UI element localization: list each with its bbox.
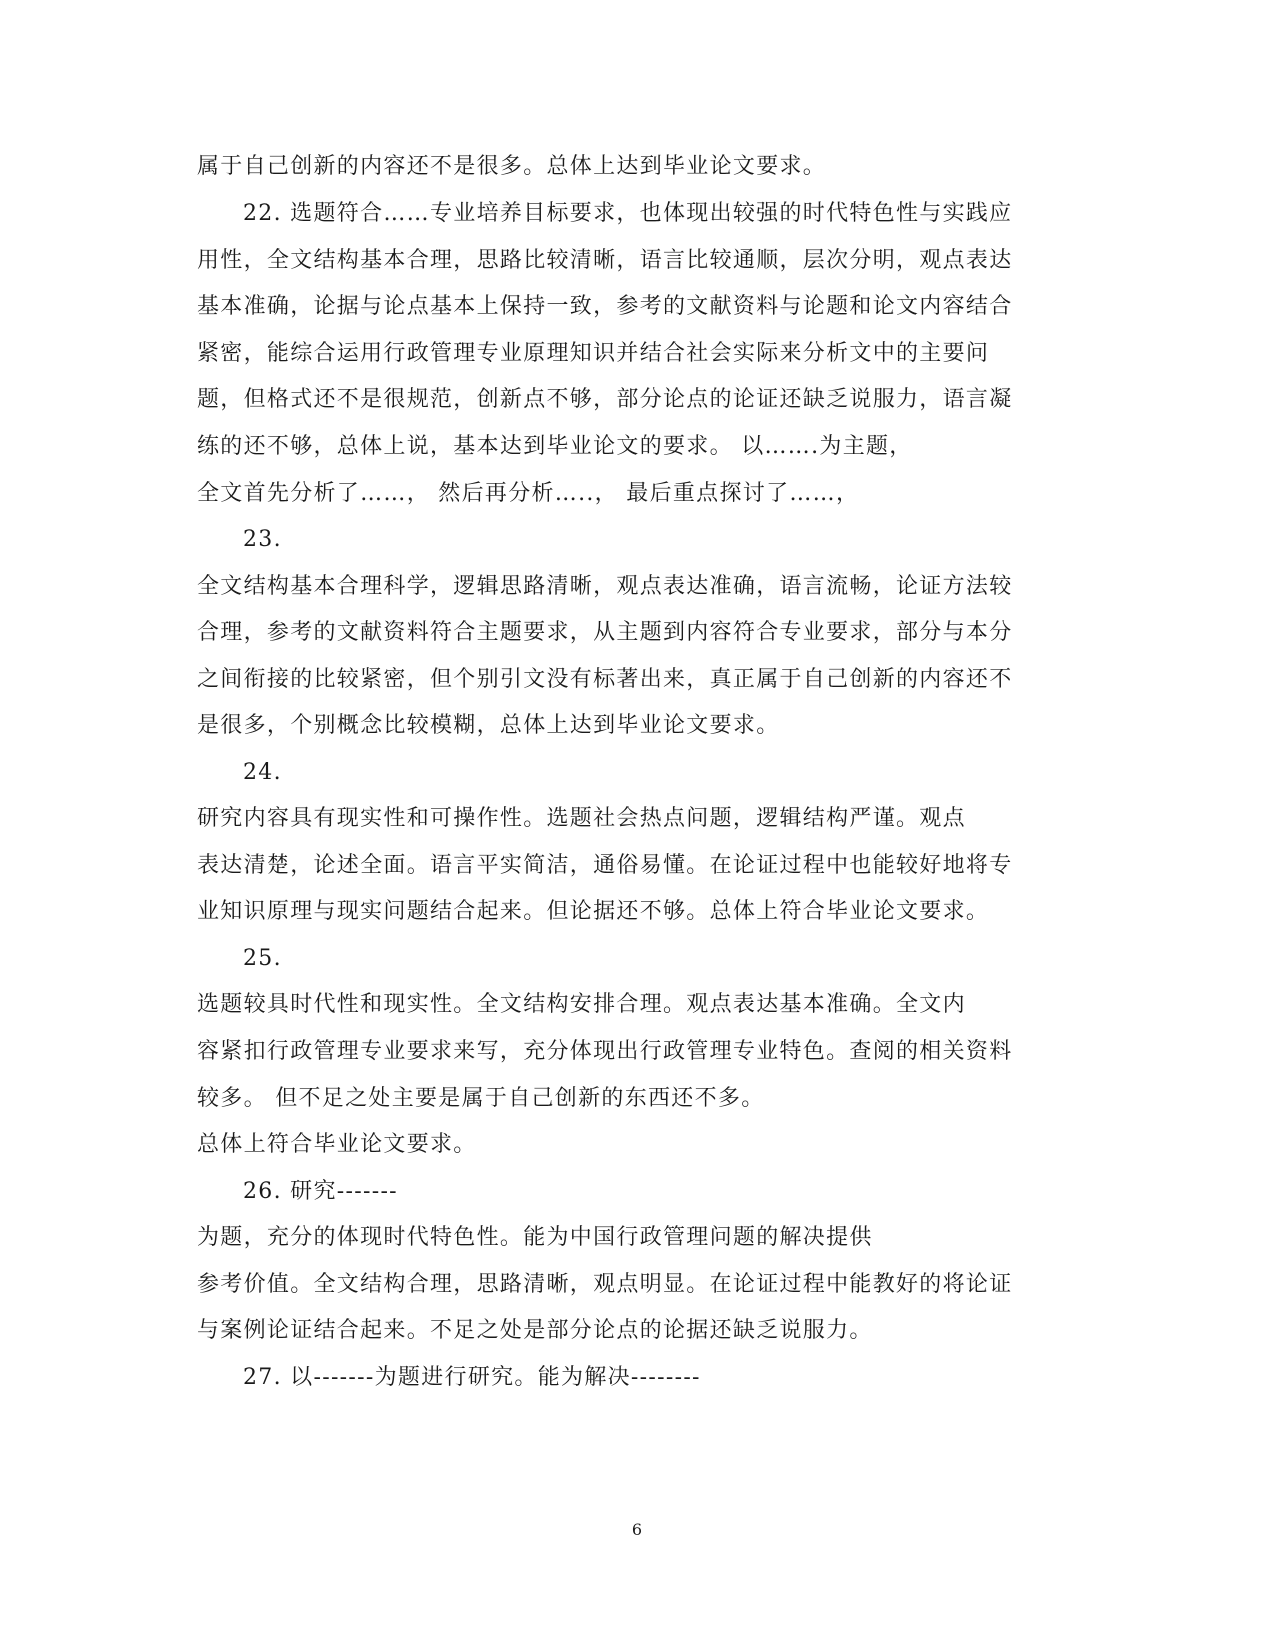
text-line: 26. 研究-------	[243, 1179, 398, 1204]
text-line: 全文首先分析了……， 然后再分析…..， 最后重点探讨了……，	[197, 481, 860, 506]
text-line: 为题，充分的体现时代特色性。能为中国行政管理问题的解决提供	[197, 1225, 873, 1250]
page-number: 6	[631, 1520, 643, 1539]
text-line: 合理，参考的文献资料符合主题要求，从主题到内容符合专业要求，部分与本分	[197, 620, 1013, 645]
text-line: 容紧扣行政管理专业要求来写，充分体现出行政管理专业特色。查阅的相关资料	[197, 1039, 1013, 1064]
text-line: 紧密，能综合运用行政管理专业原理知识并结合社会实际来分析文中的主要问	[197, 341, 990, 366]
item-number: 25.	[243, 946, 282, 971]
text-line: 27. 以-------为题进行研究。能为解决--------	[243, 1365, 701, 1390]
text-line: 22. 选题符合……专业培养目标要求，也体现出较强的时代特色性与实践应	[243, 201, 1013, 226]
text-line: 研究内容具有现实性和可操作性。选题社会热点问题，逻辑结构严谨。观点	[197, 806, 966, 831]
text-line: 业知识原理与现实问题结合起来。但论据还不够。总体上符合毕业论文要求。	[197, 899, 990, 924]
text-line: 选题较具时代性和现实性。全文结构安排合理。观点表达基本准确。全文内	[197, 992, 966, 1017]
text-line: 练的还不够，总体上说，基本达到毕业论文的要求。 以…….为主题，	[197, 434, 913, 459]
item-number: 23.	[243, 527, 282, 552]
text-line: 表达清楚，论述全面。语言平实简洁，通俗易懂。在论证过程中也能较好地将专	[197, 853, 1013, 878]
text-line: 属于自己创新的内容还不是很多。总体上达到毕业论文要求。	[197, 154, 827, 179]
text-line: 之间衔接的比较紧密，但个别引文没有标著出来，真正属于自己创新的内容还不	[197, 667, 1013, 692]
text-line: 基本准确，论据与论点基本上保持一致，参考的文献资料与论题和论文内容结合	[197, 294, 1013, 319]
text-line: 参考价值。全文结构合理，思路清晰，观点明显。在论证过程中能教好的将论证	[197, 1272, 1013, 1297]
text-line: 用性，全文结构基本合理，思路比较清晰，语言比较通顺，层次分明，观点表达	[197, 248, 1013, 273]
item-number: 24.	[243, 760, 282, 785]
text-line: 题，但格式还不是很规范，创新点不够，部分论点的论证还缺乏说服力，语言凝	[197, 387, 1013, 412]
text-line: 是很多，个别概念比较模糊，总体上达到毕业论文要求。	[197, 713, 780, 738]
text-line: 总体上符合毕业论文要求。	[197, 1132, 477, 1157]
text-line: 全文结构基本合理科学，逻辑思路清晰，观点表达准确，语言流畅，论证方法较	[197, 574, 1013, 599]
text-line: 与案例论证结合起来。不足之处是部分论点的论据还缺乏说服力。	[197, 1318, 873, 1343]
text-line: 较多。 但不足之处主要是属于自己创新的东西还不多。	[197, 1086, 765, 1111]
